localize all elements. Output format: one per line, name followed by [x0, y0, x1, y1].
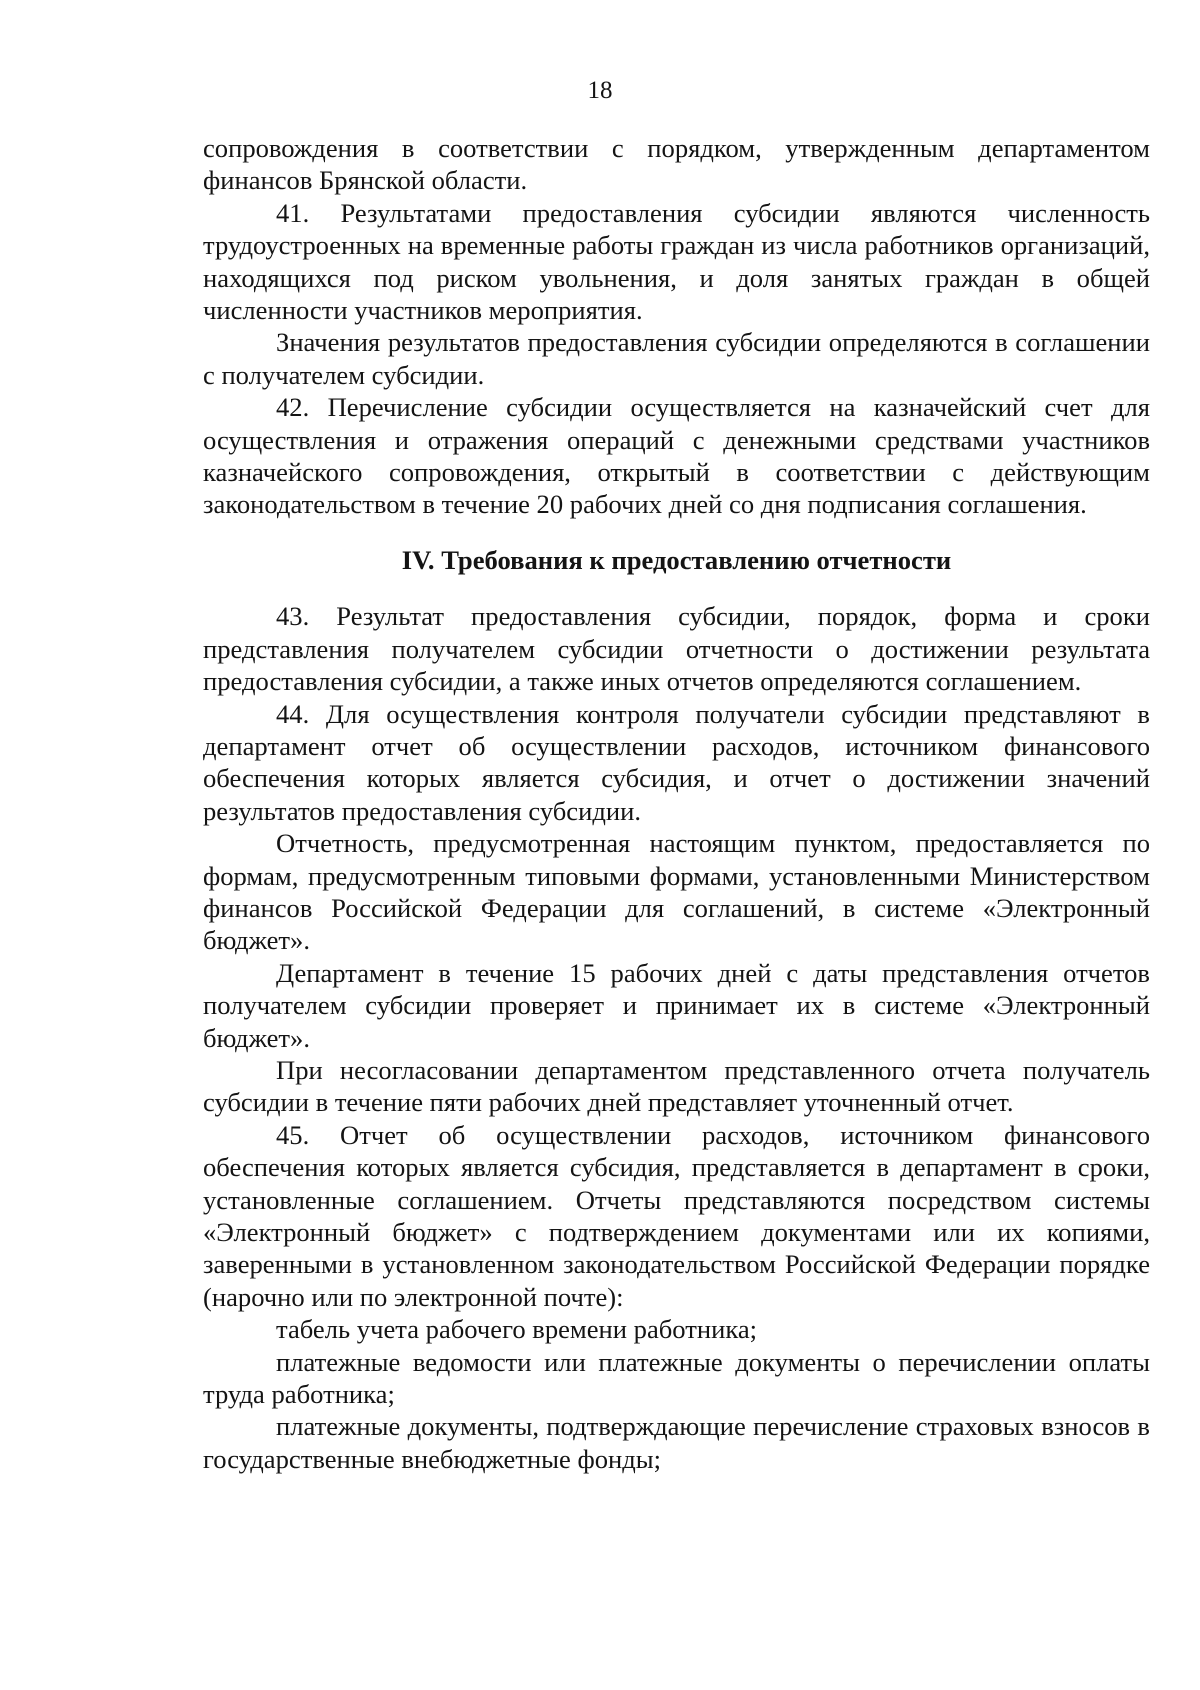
paragraph-42: 42. Перечисление субсидии осуществляется на казначейский счет для осуществления и отражения операций с денежными средствами участников казначейского сопровождения, открытый в соответствии с действующим законодательством в течение 20 рабочих дней со дня подписания соглашения.: [203, 392, 1150, 520]
list-item-insurance-payments: платежные документы, подтверждающие перечисление страховых взносов в государственные внебюджетные фонды;: [203, 1411, 1150, 1474]
paragraph-45: 45. Отчет об осуществлении расходов, источником финансового обеспечения которых является субсидия, представляется в департамент в сроки, установленные соглашением. Отчеты представляются посредством системы «Электронный бюджет» с подтверждением документами или их копиями, заверенными в установленном законодательством Российской Федерации порядке (нарочно или по электронной почте):: [203, 1119, 1150, 1312]
paragraph-44-disagreement: При несогласовании департаментом представленного отчета получатель субсидии в течение пяти рабочих дней представляет уточненный отчет.: [203, 1054, 1150, 1118]
page-number: 18: [587, 77, 613, 104]
document-body: [203, 132, 1150, 1475]
section-heading: IV. Требования к предоставлению отчетности: [401, 544, 952, 575]
list-item-payroll: платежные ведомости или платежные документы о перечислении оплаты труда работника;: [203, 1346, 1150, 1410]
paragraph-43: 43. Результат предоставления субсидии, порядок, форма и сроки представления получателем субсидии отчетности о достижении результата предоставления субсидии, а также иных отчетов определяются соглашением.: [203, 601, 1150, 697]
paragraph-41: 41. Результатами предоставления субсидии являются численность трудоустроенных на временные работы граждан из числа работников организаций, находящихся под риском увольнения, и доля занятых граждан в общей численности участников мероприятия.: [203, 197, 1150, 326]
list-item-timesheet: табель учета рабочего времени работника;: [276, 1314, 758, 1345]
paragraph-44-review: Департамент в течение 15 рабочих дней с даты представления отчетов получателем субсидии проверяет и принимает их в системе «Электронный бюджет».: [203, 957, 1150, 1053]
paragraph-44-reporting-forms: Отчетность, предусмотренная настоящим пунктом, предоставляется по формам, предусмотренным типовыми формами, установленными Министерством финансов Российской Федерации для соглашений, в системе «Электронный бюджет».: [203, 828, 1150, 956]
paragraph-44: 44. Для осуществления контроля получатели субсидии представляют в департамент отчет об осуществлении расходов, источником финансового обеспечения которых является субсидия, и отчет о достижении значений результатов предоставления субсидии.: [203, 698, 1150, 826]
paragraph-continuation: сопровождения в соответствии с порядком, утвержденным департаментом финансов Брянской области.: [203, 133, 1150, 196]
paragraph-41-values: Значения результатов предоставления субсидии определяются в соглашении с получателем субсидии.: [203, 327, 1150, 390]
